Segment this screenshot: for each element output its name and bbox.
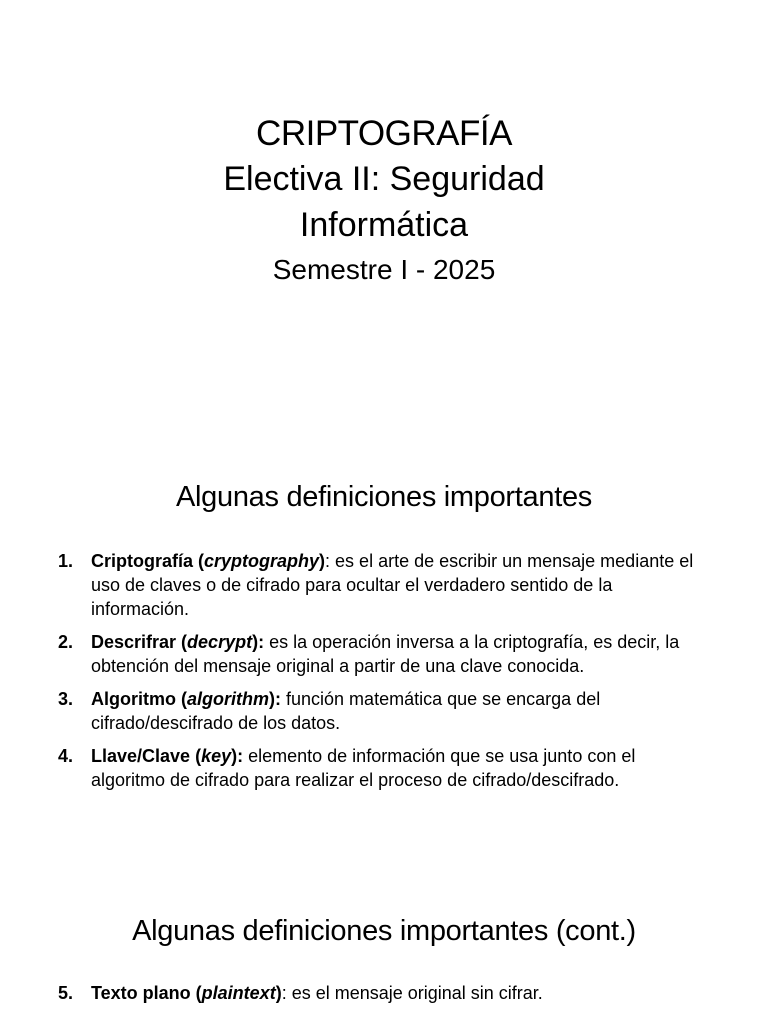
course-title-line-1: Electiva II: Seguridad (223, 160, 545, 198)
definitions-list (0, 549, 768, 801)
definition-term: Llave/Clave ( (91, 746, 202, 766)
definition-text: : es el mensaje original sin cifrar. (281, 983, 543, 1003)
definition-term: Descrifrar ( (91, 632, 188, 652)
definition-text: función matemática que se encarga del cifrado/descifrado de los datos. (91, 689, 601, 733)
definition-term-english: plaintext (201, 983, 276, 1003)
semester-label: Semestre I - 2025 (272, 254, 496, 285)
definition-text: elemento de información que se usa junto con el algoritmo de cifrado para realizar el proceso de cifrado/descifrado. (91, 746, 636, 790)
definition-term: Criptografía ( (91, 551, 205, 571)
definition-item (0, 981, 768, 1005)
section-heading-definitions-cont: Algunas definiciones importantes (cont.) (132, 915, 636, 947)
definition-item (0, 630, 768, 678)
definition-text: es la operación inversa a la criptografía, es decir, la obtención del mensaje original a partir de una clave conocida. (91, 632, 680, 676)
definitions-list-cont (0, 981, 768, 1014)
definition-item (0, 744, 768, 792)
definition-term-close: ): (231, 746, 244, 766)
title-block (0, 112, 768, 290)
definition-term: Algoritmo ( (91, 689, 187, 709)
definition-item (0, 549, 768, 621)
page-title: CRIPTOGRAFÍA (256, 114, 512, 153)
definition-term-english: cryptography (204, 551, 320, 571)
definition-term-close: ): (252, 632, 265, 652)
course-title-line-2: Informática (299, 206, 469, 244)
definition-term-close: ): (269, 689, 282, 709)
definition-number: 4. (58, 746, 74, 766)
definition-number: 5. (58, 983, 74, 1003)
definition-text: : es el arte de escribir un mensaje mediante el uso de claves o de cifrado para ocultar el verdadero sentido de la información. (91, 551, 694, 619)
definition-term: Texto plano ( (91, 983, 202, 1003)
definition-number: 3. (58, 689, 74, 709)
section-heading-definitions: Algunas definiciones importantes (176, 481, 592, 513)
definition-number: 1. (58, 551, 74, 571)
definition-term-english: decrypt (187, 632, 253, 652)
definition-term-close: ) (275, 983, 282, 1003)
definition-term-english: key (201, 746, 232, 766)
definition-term-english: algorithm (187, 689, 270, 709)
definition-number: 2. (58, 632, 74, 652)
definition-item (0, 687, 768, 735)
definition-term-close: ) (319, 551, 326, 571)
